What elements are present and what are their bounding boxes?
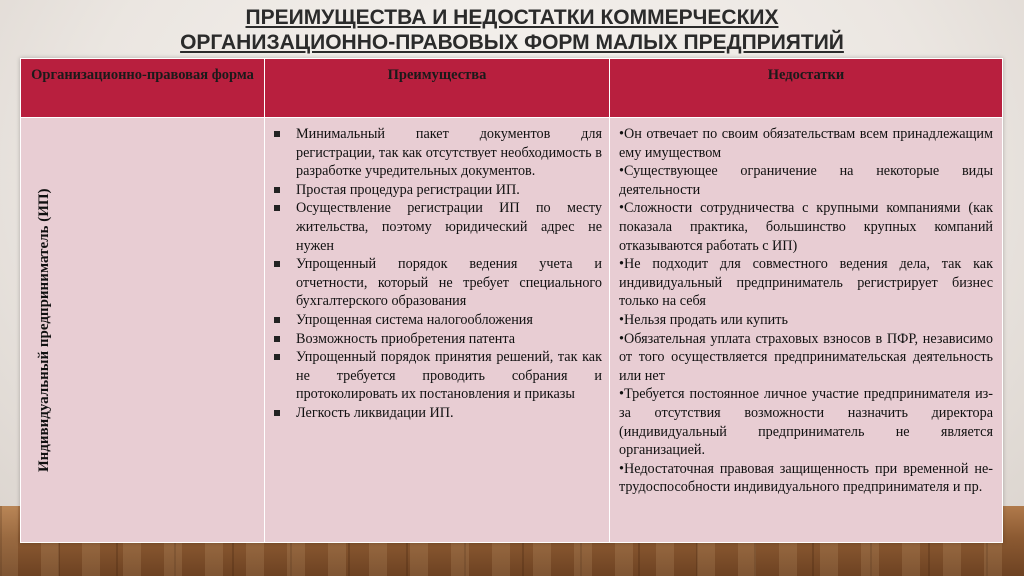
advantage-item: Возможность приобретения патента (296, 330, 602, 349)
advantage-item: Упрощенная система налогообложения (296, 311, 602, 330)
comparison-table (20, 58, 1003, 543)
header-advantages: Преимущества (265, 59, 610, 118)
advantages-list (266, 125, 602, 423)
header-disadvantages: Недостатки (610, 59, 1003, 118)
disadvantage-item: • Существующее ограничение на некоторые виды деятельности (619, 162, 993, 199)
advantage-item: Легкость ликвидации ИП. (296, 404, 602, 423)
advantage-item: Простая процедура регистрации ИП. (296, 181, 602, 200)
advantage-item: Упрощенный порядок ведения учета и отчетности, который не требует специального бухгалтерского образования (296, 256, 602, 310)
disadvantage-item: • Не подходит для совместного ведения дела, так как индивидуальный предприниматель регистрирует бизнес только на себя (619, 255, 993, 311)
slide-title-line-1: ПРЕИМУЩЕСТВА И НЕДОСТАТКИ КОММЕРЧЕСКИХ (245, 6, 779, 29)
table-row (21, 118, 1003, 543)
disadvantage-item: • Сложности сотрудничества с крупными компаниями (как показала практика, большинство крупных компаний отказываются работать с ИП) (619, 199, 993, 255)
disadvantages-cell (610, 118, 1003, 543)
advantage-item: Осуществление регистрации ИП по месту жительства, поэтому юридический адрес не нужен (296, 200, 602, 254)
advantages-cell (265, 118, 610, 543)
disadvantage-item: • Требуется постоянное личное участие предпринимателя из- за отсутствия возможности назначить директора (индивидуальный предприниматель не является организацией. (619, 385, 993, 459)
disadvantage-item: • Обязательная уплата страховых взносов в ПФР, независимо от того осуществляется предпринимательская деятельность или нет (619, 330, 993, 386)
slide-title (0, 5, 1024, 55)
form-cell (21, 118, 265, 543)
advantage-item: Минимальный пакет документов для регистрации, так как отсутствует необходимость в разработке учредительных документов. (296, 126, 602, 180)
disadvantage-item: • Он отвечает по своим обязательствам всем принадлежащим ему имуществом (619, 125, 993, 162)
disadvantage-item: • Недостаточная правовая защищенность при временной не-трудоспособности индивидуального предпринимателя и пр. (619, 460, 993, 497)
form-label: Индивидуальный предприниматель (ИП) (36, 188, 52, 472)
advantage-item: Упрощенный порядок принятия решений, так как не требуется проводить собрания и протоколировать их постановления и приказы (296, 349, 602, 403)
disadvantage-item: • Нельзя продать или купить (619, 311, 993, 330)
table-header-row (21, 59, 1003, 118)
slide-title-line-2: ОРГАНИЗАЦИОННО-ПРАВОВЫХ ФОРМ МАЛЫХ ПРЕДПРИЯТИЙ (180, 31, 844, 54)
header-form: Организационно-правовая форма (21, 59, 265, 118)
disadvantages-list (619, 125, 993, 497)
